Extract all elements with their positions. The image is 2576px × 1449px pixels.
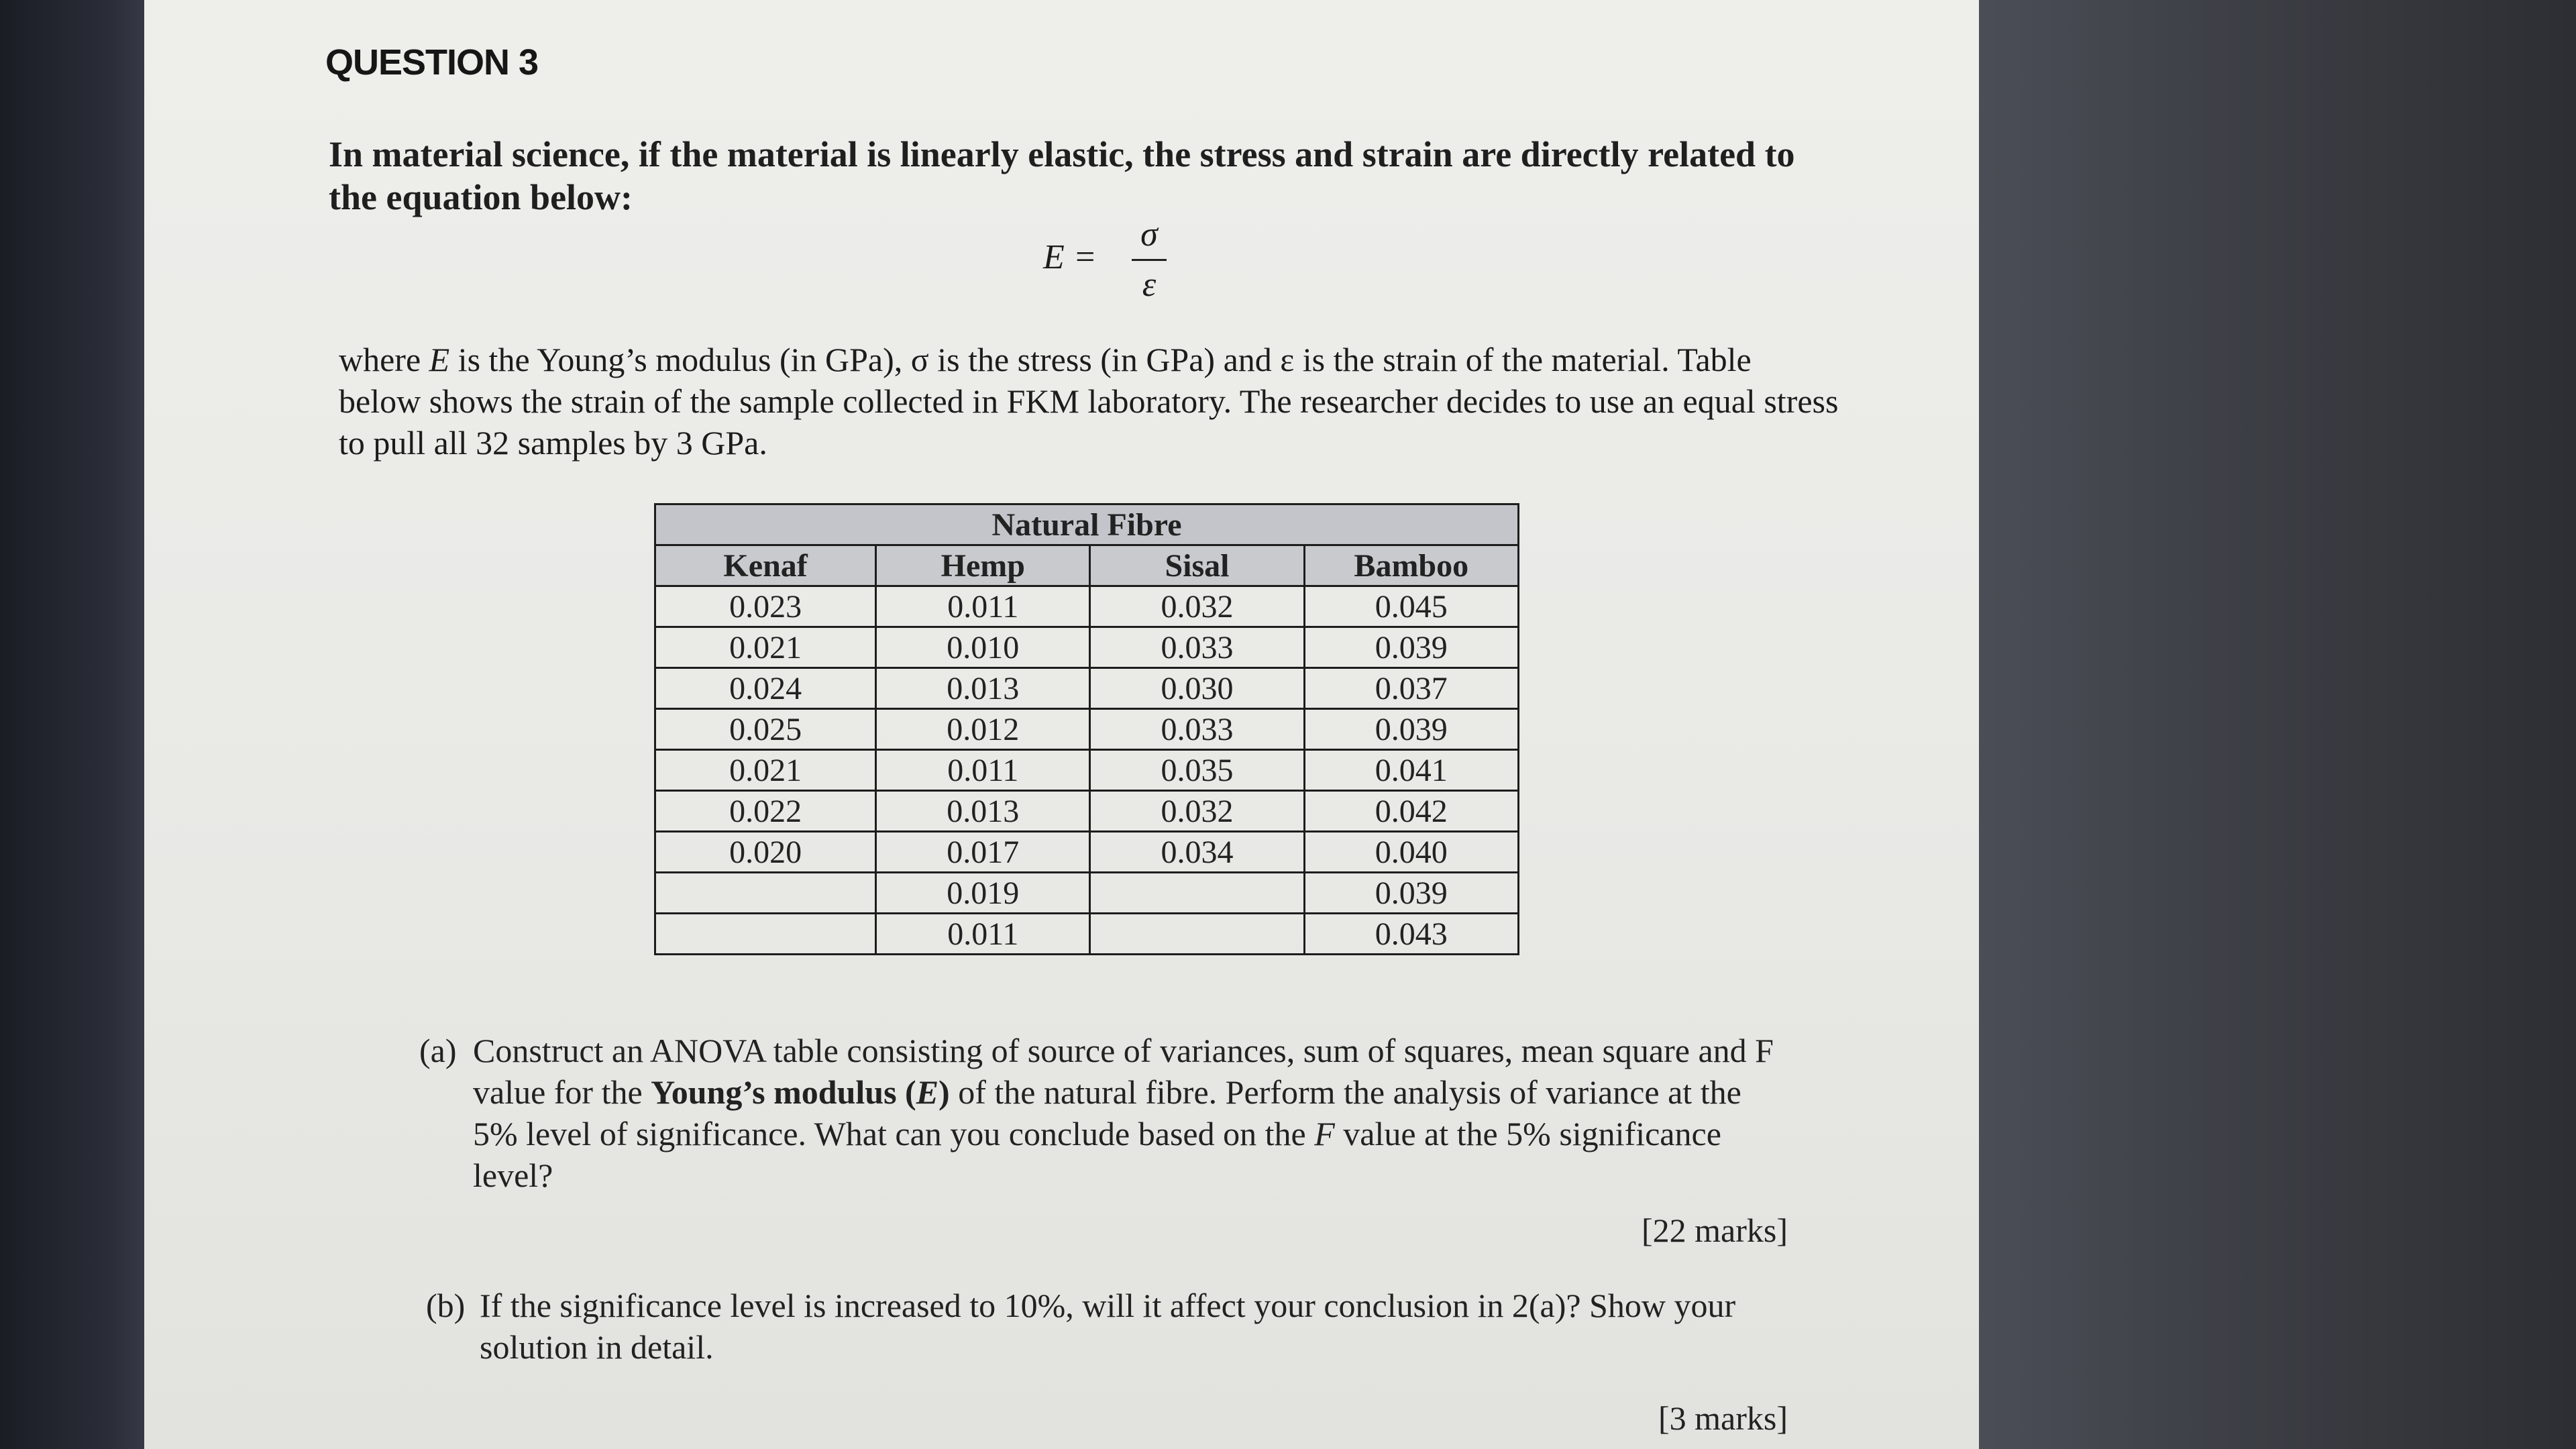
table-cell: 0.032 — [1090, 586, 1304, 627]
table-cell: 0.024 — [655, 668, 876, 709]
table-cell: 0.021 — [655, 627, 876, 668]
para-symbol-e: E — [429, 341, 450, 378]
part-a-bold — [651, 1073, 950, 1111]
table-cell: 0.013 — [876, 668, 1090, 709]
table-cell — [1090, 873, 1304, 914]
part-b-marks: [3 marks] — [1658, 1399, 1788, 1437]
table-caption: Natural Fibre — [655, 504, 1519, 545]
part-a-text — [473, 1030, 1788, 1196]
table-row — [655, 627, 1519, 668]
table-row — [655, 832, 1519, 873]
table-cell: 0.012 — [876, 709, 1090, 750]
table-cell: 0.039 — [1304, 873, 1518, 914]
table-cell: 0.011 — [876, 750, 1090, 791]
table-header-row — [655, 545, 1519, 586]
table-cell: 0.025 — [655, 709, 876, 750]
part-b-text: If the significance level is increased to 10%, will it affect your conclusion in 2(a)? Show your solution in detail. — [480, 1287, 1736, 1366]
exam-paper — [144, 0, 1979, 1449]
equation-fraction — [1129, 215, 1169, 305]
intro-paragraph: In material science, if the material is linearly elastic, the stress and strain are directly related to the equation below: — [329, 134, 1795, 217]
table-cell: 0.022 — [655, 791, 876, 832]
table-cell: 0.035 — [1090, 750, 1304, 791]
table-cell — [655, 873, 876, 914]
part-a-symbol-f: F — [1314, 1115, 1335, 1152]
part-a-marks: [22 marks] — [1642, 1212, 1788, 1249]
column-header: Bamboo — [1304, 545, 1518, 586]
table-cell: 0.037 — [1304, 668, 1518, 709]
column-header: Kenaf — [655, 545, 876, 586]
table-cell: 0.033 — [1090, 709, 1304, 750]
table-cell: 0.011 — [876, 914, 1090, 955]
table-row — [655, 791, 1519, 832]
table-cell: 0.011 — [876, 586, 1090, 627]
fraction-bar — [1132, 259, 1167, 261]
part-a-bold-end: ) — [938, 1073, 950, 1111]
equation-lhs: E = — [1043, 238, 1097, 276]
equation-numerator: σ — [1140, 215, 1158, 254]
table-row — [655, 750, 1519, 791]
column-header: Hemp — [876, 545, 1090, 586]
part-a-text-3: value at the 5% significance level? — [473, 1115, 1721, 1194]
part-a-bold-text: Young’s modulus ( — [651, 1073, 916, 1111]
para-text: where — [339, 341, 429, 378]
table-cell: 0.045 — [1304, 586, 1518, 627]
part-a-symbol-e: E — [916, 1073, 939, 1111]
table-cell: 0.043 — [1304, 914, 1518, 955]
table-cell: 0.013 — [876, 791, 1090, 832]
table-cell: 0.039 — [1304, 627, 1518, 668]
table-cell — [655, 914, 876, 955]
table-cell: 0.034 — [1090, 832, 1304, 873]
table-cell: 0.030 — [1090, 668, 1304, 709]
part-a-label: (a) — [419, 1032, 457, 1069]
table-cell: 0.039 — [1304, 709, 1518, 750]
table-cell: 0.033 — [1090, 627, 1304, 668]
table-row — [655, 914, 1519, 955]
table-cell: 0.023 — [655, 586, 876, 627]
table-cell: 0.041 — [1304, 750, 1518, 791]
table-cell: 0.017 — [876, 832, 1090, 873]
table-title-row — [655, 504, 1519, 545]
table-row — [655, 586, 1519, 627]
youngs-modulus-equation — [1043, 215, 1218, 309]
table-cell — [1090, 914, 1304, 955]
table-cell: 0.040 — [1304, 832, 1518, 873]
para-text: is the Young’s modulus (in GPa), σ is the stress (in GPa) and ε is the strain of the material. — [449, 341, 1670, 378]
para-text: Table below shows the strain of the sample collected in FKM laboratory. The researcher decides to use an equal stress to pull all 32 samples by 3 GPa. — [339, 341, 1839, 462]
table-row — [655, 709, 1519, 750]
table-cell: 0.019 — [876, 873, 1090, 914]
natural-fibre-table — [654, 503, 1519, 955]
table-cell: 0.032 — [1090, 791, 1304, 832]
table-cell: 0.010 — [876, 627, 1090, 668]
question-heading: QUESTION 3 — [325, 42, 539, 83]
table-row — [655, 668, 1519, 709]
equation-denominator: ε — [1142, 266, 1157, 304]
part-b-label: (b) — [426, 1287, 466, 1324]
background-right-dark — [1972, 0, 2576, 1449]
table-cell: 0.021 — [655, 750, 876, 791]
table-cell: 0.042 — [1304, 791, 1518, 832]
description-paragraph — [339, 339, 1841, 464]
background-left-dark — [0, 0, 154, 1449]
part-a-text-2: of the natural fibre. Perform the analysis of variance at the 5% level of significance. What can you conclude based on the — [473, 1073, 1741, 1152]
table-row — [655, 873, 1519, 914]
column-header: Sisal — [1090, 545, 1304, 586]
table-cell: 0.020 — [655, 832, 876, 873]
part-a-text-1: Construct an ANOVA table consisting of source of variances, sum of squares, mean square and F value for the — [473, 1032, 1774, 1111]
